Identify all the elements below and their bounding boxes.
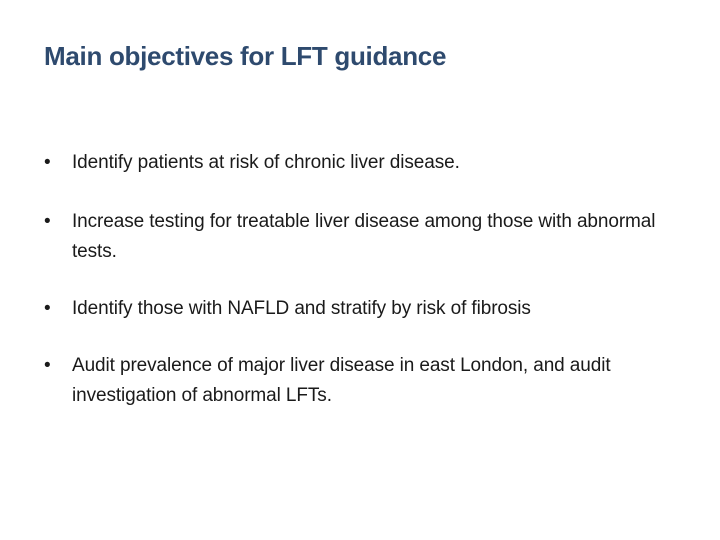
bullet-text: Identify those with NAFLD and stratify by risk of fibrosis <box>72 298 531 319</box>
bullet-item <box>44 207 674 267</box>
bullet-text: Audit prevalence of major liver disease in east London, and audit investigation of abnormal LFTs. <box>72 355 611 406</box>
bullet-item <box>44 148 674 178</box>
bullet-marker: • <box>44 211 51 232</box>
bullet-text: Identify patients at risk of chronic liver disease. <box>72 152 460 173</box>
bullet-list <box>44 148 674 440</box>
slide-title: Main objectives for LFT guidance <box>44 41 447 71</box>
bullet-text: Increase testing for treatable liver disease among those with abnormal tests. <box>72 211 656 262</box>
bullet-item <box>44 294 674 324</box>
bullet-marker: • <box>44 152 51 173</box>
bullet-marker: • <box>44 355 51 376</box>
bullet-marker: • <box>44 298 51 319</box>
bullet-item <box>44 351 674 411</box>
